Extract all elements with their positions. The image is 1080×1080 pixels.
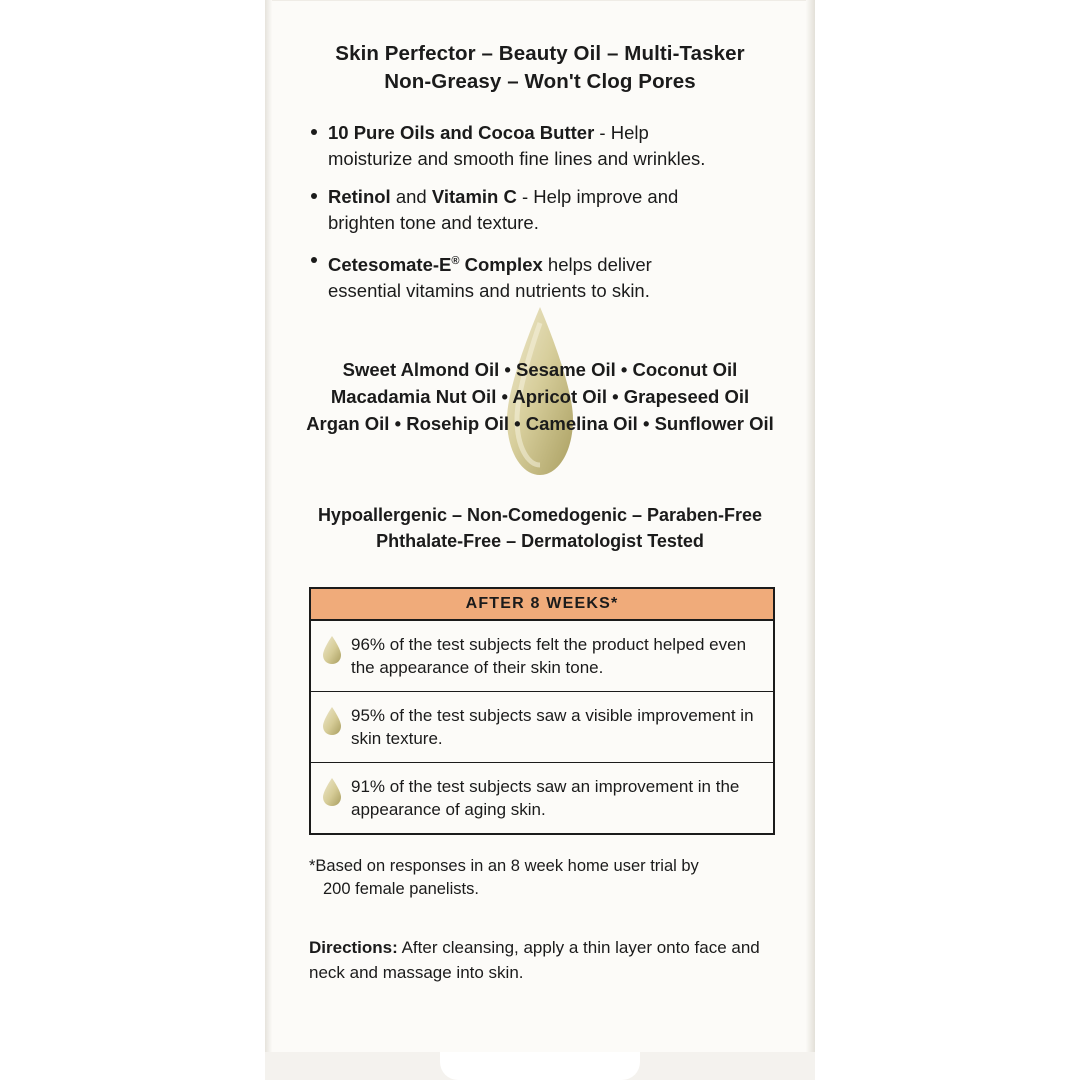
table-row [311,621,773,692]
benefit-bullet-list [311,120,781,316]
footnote-line-2: 200 female panelists. [323,880,479,898]
oil-drop-icon [321,706,343,736]
bullet-dot-icon [311,193,317,199]
table-row [311,692,773,763]
headline [265,40,815,96]
result-row-text: 95% of the test subjects saw a visible improvement in skin texture. [351,706,754,748]
oil-drop-icon [321,777,343,807]
oils-line-1: Sweet Almond Oil • Sesame Oil • Coconut Oil [342,359,738,380]
bullet-2-text-line-1: Help improve and [533,186,679,207]
claims-line-1: Hypoallergenic – Non-Comedogenic – Paraben-Free [317,505,763,525]
bullet-3-bold-2: Complex [459,254,543,276]
bullet-1-text-line-1: Help [610,122,649,143]
package-back-panel-content [265,0,815,1060]
bullet-2-bold: Retinol [328,186,391,207]
list-item [311,248,781,304]
oils-line-3: Argan Oil • Rosehip Oil • Camelina Oil • Sunflower Oil [306,413,774,434]
oils-line-2: Macadamia Nut Oil • Apricot Oil • Grapeseed Oil [330,386,750,407]
bullet-1-dash: - [594,122,611,143]
oils-ingredient-list [275,356,805,437]
footnote-line-1: *Based on responses in an 8 week home user trial by [309,857,699,875]
product-claims [265,502,815,554]
list-item [311,184,781,236]
bullet-3-text-line-2: essential vitamins and nutrients to skin. [328,280,650,302]
results-table-header: AFTER 8 WEEKS* [311,589,773,621]
bullet-3-bold: Cetesomate-E [328,254,452,276]
registered-trademark-icon: ® [451,255,460,267]
results-table [309,587,775,835]
headline-line-1: Skin Perfector – Beauty Oil – Multi-Tasker [335,42,745,65]
result-row-text: 91% of the test subjects saw an improvement in the appearance of aging skin. [351,777,740,819]
bullet-dot-icon [311,129,317,135]
bullet-3-text-line-1: helps deliver [542,254,652,276]
oil-drop-icon [321,635,343,665]
directions-body: After cleansing, apply a thin layer onto face and neck and massage into skin. [309,938,760,982]
bullet-dot-icon [311,257,317,263]
result-row-text: 96% of the test subjects felt the product helped even the appearance of their skin tone. [351,635,747,677]
list-item [311,120,781,172]
bullet-1-bold: 10 Pure Oils and Cocoa Butter [328,122,595,143]
bullet-2-text-line-2: brighten tone and texture. [328,212,539,233]
bullet-2-bold-2: Vitamin C [431,186,517,207]
claims-line-2: Phthalate-Free – Dermatologist Tested [376,531,704,551]
bullet-1-text-line-2: moisturize and smooth fine lines and wrinkles. [328,148,706,169]
bullet-2-mid: and [390,186,432,207]
directions-text [309,935,789,985]
directions-label: Directions: [309,938,398,957]
bullet-2-dash: - [516,186,534,207]
table-row [311,763,773,833]
headline-line-2: Non-Greasy – Won't Clog Pores [384,70,696,93]
results-footnote [309,855,779,901]
